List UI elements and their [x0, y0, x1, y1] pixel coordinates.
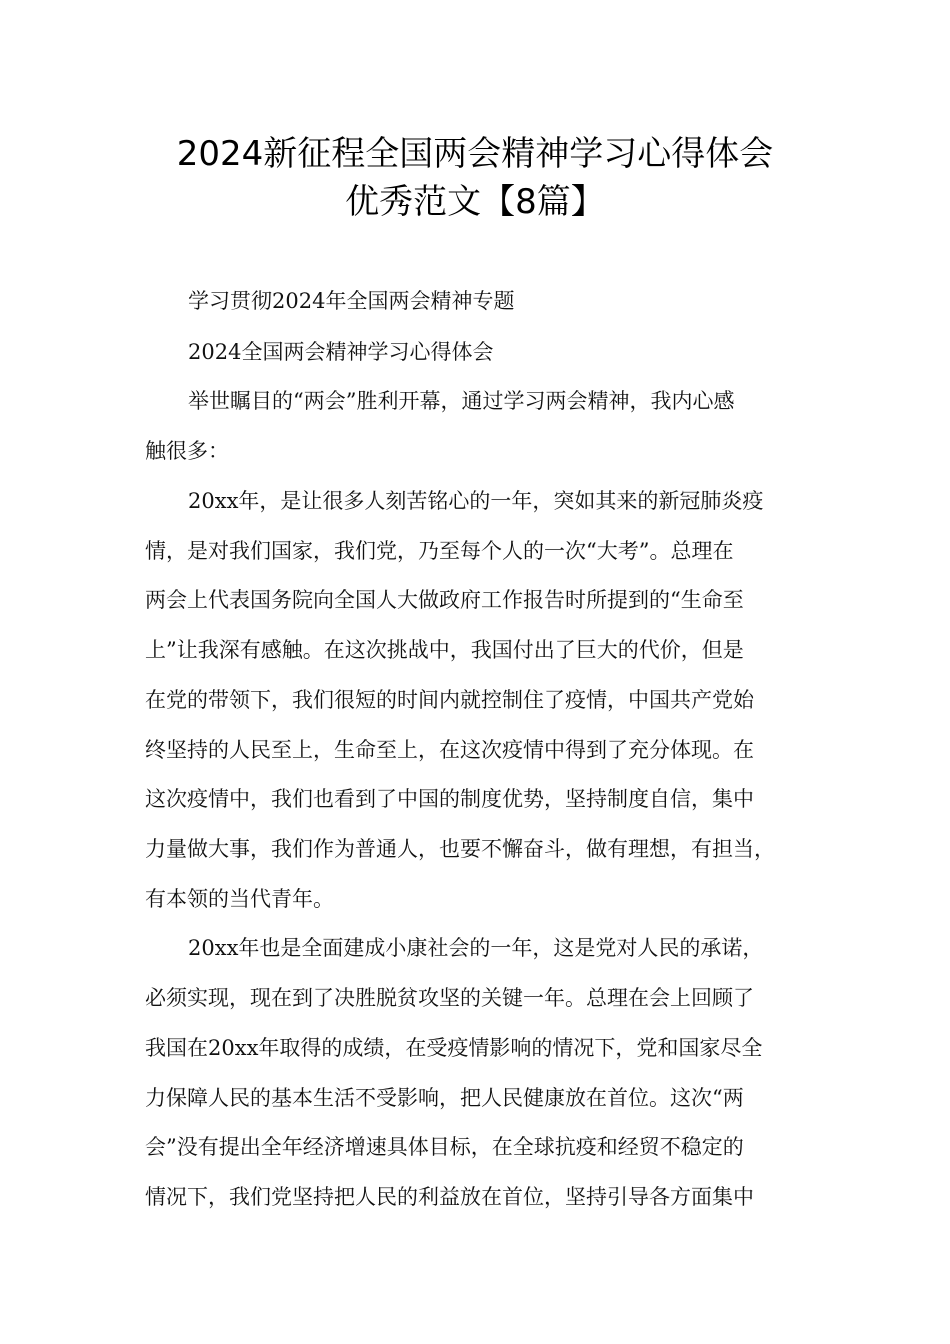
paragraph-line: 20xx年也是全面建成小康社会的一年，这是党对人民的承诺， — [188, 936, 764, 960]
paragraph-line: 在党的带领下，我们很短的时间内就控制住了疫情，中国共产党始 — [145, 688, 754, 712]
title-line-2: 优秀范文【8篇】 — [345, 182, 605, 222]
paragraph-line: 我国在20xx年取得的成绩，在受疫情影响的情况下，党和国家尽全 — [145, 1036, 763, 1060]
paragraph-line: 终坚持的人民至上，生命至上，在这次疫情中得到了充分体现。在 — [145, 738, 754, 762]
paragraph-line: 触很多： — [145, 439, 229, 463]
paragraph-line: 上”让我深有感触。在这次挑战中，我国付出了巨大的代价，但是 — [145, 638, 744, 662]
paragraph-line: 会”没有提出全年经济增速具体目标，在全球抗疫和经贸不稳定的 — [145, 1135, 744, 1159]
paragraph-line: 必须实现，现在到了决胜脱贫攻坚的关键一年。总理在会上回顾了 — [145, 986, 754, 1010]
paragraph-line: 力保障人民的基本生活不受影响，把人民健康放在首位。这次“两 — [145, 1086, 744, 1110]
paragraph-line: 20xx年，是让很多人刻苦铭心的一年，突如其来的新冠肺炎疫 — [188, 489, 764, 513]
subtitle-topic: 学习贯彻2024年全国两会精神专题 — [188, 289, 515, 313]
paragraph-line: 举世瞩目的“两会”胜利开幕，通过学习两会精神，我内心感 — [188, 389, 735, 413]
paragraph-line: 情，是对我们国家，我们党，乃至每个人的一次“大考”。总理在 — [145, 539, 734, 563]
paragraph-line: 力量做大事，我们作为普通人，也要不懈奋斗，做有理想，有担当， — [145, 837, 775, 861]
paragraph-line: 两会上代表国务院向全国人大做政府工作报告时所提到的“生命至 — [145, 588, 744, 612]
title-line-1: 2024新征程全国两会精神学习心得体会 — [176, 134, 774, 174]
document-title — [0, 130, 950, 226]
paragraph-line: 有本领的当代青年。 — [145, 887, 334, 911]
subtitle-heading: 2024全国两会精神学习心得体会 — [188, 340, 494, 364]
paragraph-line: 这次疫情中，我们也看到了中国的制度优势，坚持制度自信，集中 — [145, 787, 754, 811]
paragraph-line: 情况下，我们党坚持把人民的利益放在首位，坚持引导各方面集中 — [145, 1185, 754, 1209]
